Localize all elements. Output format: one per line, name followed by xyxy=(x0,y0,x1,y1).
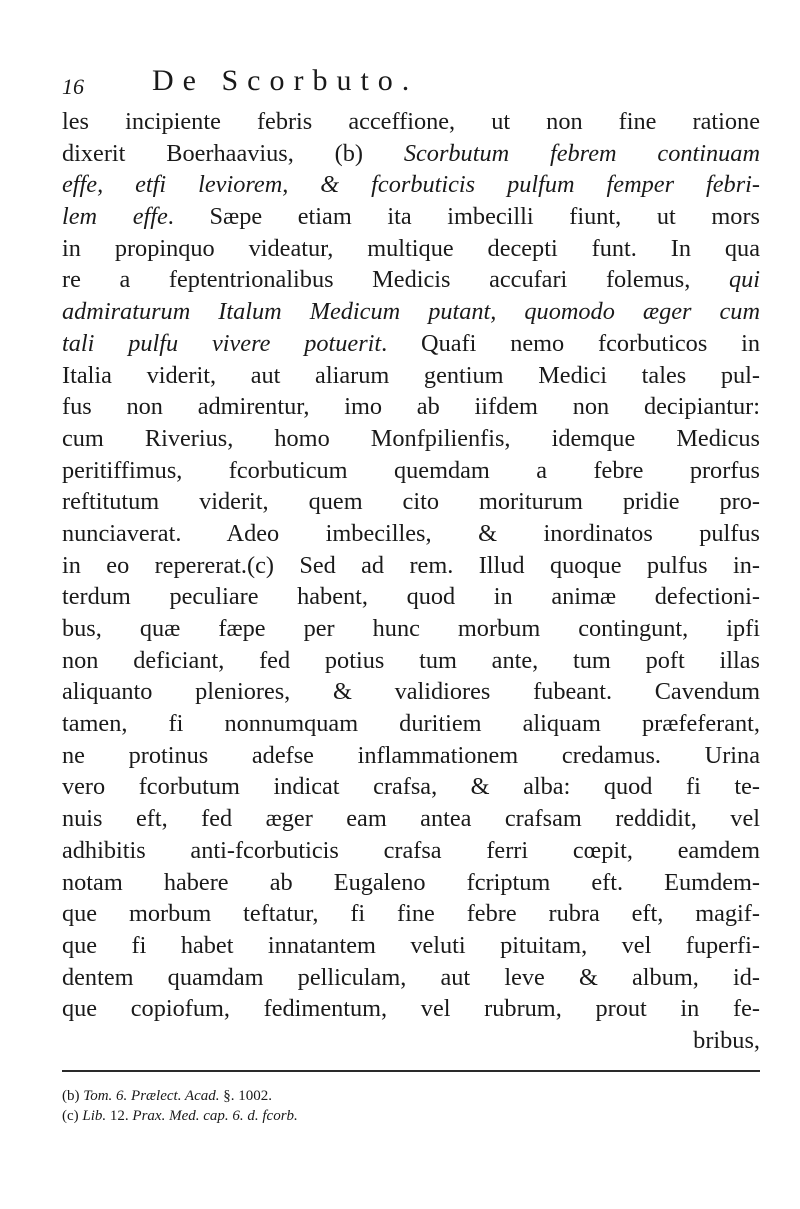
text-segment: reftitutum viderit, quem cito moriturum pridie pro- xyxy=(62,488,760,516)
italic-text-segment: Tom. 6. Prælect. Acad. xyxy=(83,1088,220,1104)
text-line xyxy=(62,360,760,392)
text-line xyxy=(62,391,760,423)
footnote-rule xyxy=(62,1070,760,1072)
text-line xyxy=(62,106,760,138)
text-segment: re a feptentrionalibus Medicis accufari folemus, xyxy=(62,266,729,294)
text-segment: §. 1002. xyxy=(219,1088,273,1104)
text-line xyxy=(62,518,760,550)
text-segment: fus non admirentur, imo ab iifdem non decipiantur: xyxy=(62,393,760,421)
text-line xyxy=(62,676,760,708)
page-header xyxy=(0,64,800,108)
text-segment: dentem quamdam pelliculam, aut leve & album, id- xyxy=(62,963,760,991)
text-line xyxy=(62,930,760,962)
text-line xyxy=(62,328,760,360)
text-segment: aliquanto pleniores, & validiores fubeant. Cavendum xyxy=(62,678,760,706)
text-segment: vero fcorbutum indicat crafsa, & alba: quod fi te- xyxy=(62,773,760,801)
italic-text-segment: qui xyxy=(728,266,760,294)
italic-text-segment: lem effe xyxy=(62,203,168,231)
text-line xyxy=(62,803,760,835)
text-line xyxy=(62,613,760,645)
text-line xyxy=(62,708,760,740)
footnotes xyxy=(62,1086,760,1126)
text-line xyxy=(62,169,760,201)
text-line xyxy=(62,550,760,582)
text-segment: cum Riverius, homo Monfpilienfis, idemque Medicus xyxy=(62,424,760,452)
text-line xyxy=(62,296,760,328)
text-line xyxy=(62,264,760,296)
text-segment: que fi habet innatantem veluti pituitam, vel fuperfi- xyxy=(62,931,760,959)
text-segment: 12. xyxy=(106,1108,133,1124)
text-line xyxy=(62,898,760,930)
text-line xyxy=(62,455,760,487)
text-segment: (b) xyxy=(62,1088,84,1104)
text-segment: peritiffimus, fcorbuticum quemdam a febre prorfus xyxy=(62,456,760,484)
text-line xyxy=(62,645,760,677)
text-segment: Italia viderit, aut aliarum gentium Medici tales pul- xyxy=(62,361,760,389)
text-segment: in eo repererat.(c) Sed ad rem. Illud quoque pulfus in- xyxy=(62,551,760,579)
page-number: 16 xyxy=(62,74,84,99)
italic-text-segment: admiraturum Italum Medicum putant, quomodo æger cum xyxy=(62,298,760,326)
text-line xyxy=(62,835,760,867)
text-segment: in propinquo videatur, multique decepti funt. In qua xyxy=(62,234,760,262)
text-line xyxy=(62,201,760,233)
text-line xyxy=(62,486,760,518)
text-line xyxy=(62,138,760,170)
text-line xyxy=(62,993,760,1025)
text-line xyxy=(62,581,760,613)
text-segment: que morbum teftatur, fi fine febre rubra eft, magif- xyxy=(62,900,760,928)
text-line xyxy=(62,423,760,455)
italic-text-segment: tali pulfu vivere potuerit xyxy=(62,329,382,357)
italic-text-segment: Scorbutum febrem continuam xyxy=(403,139,760,167)
text-line xyxy=(62,962,760,994)
text-segment: ne protinus adefse inflammationem credamus. Urina xyxy=(62,741,760,769)
text-segment: que copiofum, fedimentum, vel rubrum, prout in fe- xyxy=(62,995,760,1023)
text-line xyxy=(62,1025,760,1057)
text-segment: (c) xyxy=(62,1108,83,1124)
text-segment: nuis eft, fed æger eam antea crafsam reddidit, vel xyxy=(62,805,760,833)
text-segment: bus, quæ fæpe per hunc morbum contingunt, ipfi xyxy=(62,615,760,642)
text-segment: nunciaverat. Adeo imbecilles, & inordinatos pulfus xyxy=(62,519,760,547)
body-text xyxy=(62,106,760,1057)
italic-text-segment: Lib. xyxy=(82,1108,107,1124)
text-segment: tamen, fi nonnumquam duritiem aliquam præfeferant, xyxy=(62,710,760,738)
text-line xyxy=(62,867,760,899)
text-segment: notam habere ab Eugaleno fcriptum eft. Eumdem- xyxy=(62,868,760,896)
text-segment: terdum peculiare habent, quod in animæ defectioni- xyxy=(62,583,760,611)
text-segment: non deficiant, fed potius tum ante, tum poft illas xyxy=(62,646,760,674)
text-segment: bribus, xyxy=(693,1026,760,1054)
running-title: De Scorbuto. xyxy=(152,64,419,97)
italic-text-segment: Prax. Med. cap. 6. d. fcorb. xyxy=(132,1108,298,1124)
footnote xyxy=(62,1106,760,1126)
text-segment: les incipiente febris acceffione, ut non fine ratione xyxy=(62,108,760,135)
italic-text-segment: effe, etfi leviorem, & fcorbuticis pulfum femper febri- xyxy=(62,171,760,199)
text-segment: dixerit Boerhaavius, (b) xyxy=(62,139,404,167)
text-line xyxy=(62,233,760,265)
text-segment: adhibitis anti-fcorbuticis crafsa ferri cœpit, eamdem xyxy=(62,836,760,864)
text-line xyxy=(62,740,760,772)
text-segment: . Sæpe etiam ita imbecilli fiunt, ut mors xyxy=(167,203,760,231)
text-segment: . Quafi nemo fcorbuticos in xyxy=(381,329,760,357)
text-line xyxy=(62,771,760,803)
footnote xyxy=(62,1086,760,1106)
